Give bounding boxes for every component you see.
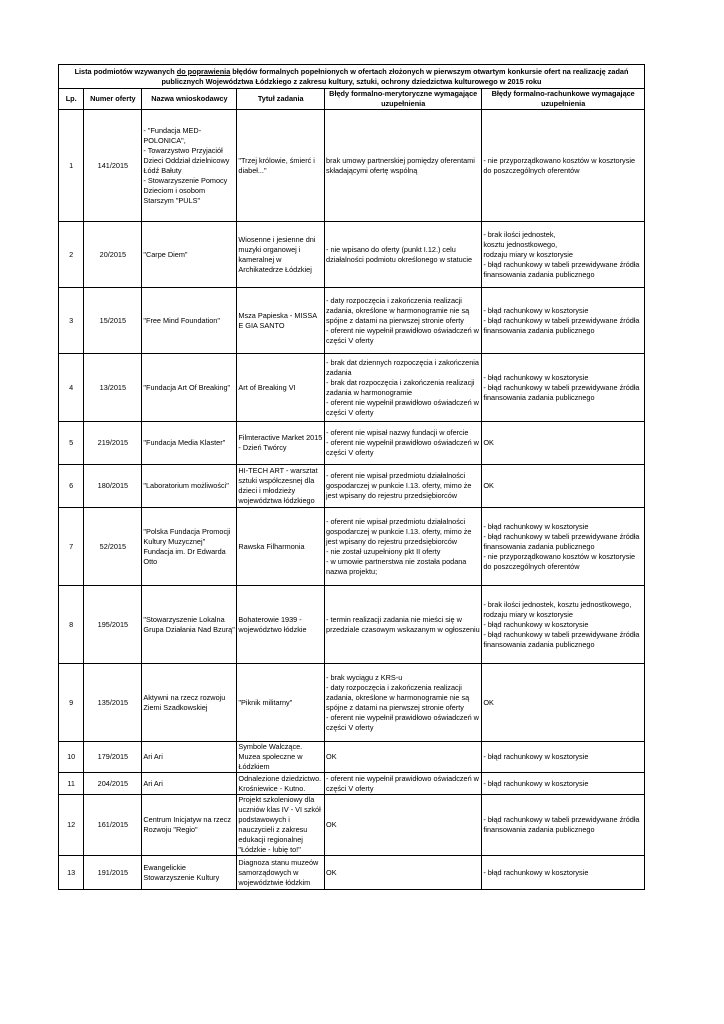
row-nazwa-wnioskodawcy: Centrum Inicjatyw na rzecz Rozwoju "Regio" [142,795,237,856]
row-bledy-merytoryczne: - daty rozpoczęcia i zakończenia realizacji zadania, określone w harmonogramie nie są spójne z datami na pierwszej stronie oferty - oferent nie wypełnił prawidłowo oświadczeń w części V oferty [325,288,482,354]
row-bledy-rachunkowe: - błąd rachunkowy w kosztorysie [482,773,645,795]
row-nazwa-wnioskodawcy: Aktywni na rzecz rozwoju Ziemi Szadkowskiej [142,664,237,742]
row-tytul-zadania: Bohaterowie 1939 - województwo łódzkie [237,586,325,664]
row-nazwa-wnioskodawcy: Ewangelickie Stowarzyszenie Kultury [142,856,237,890]
row-bledy-rachunkowe: - błąd rachunkowy w kosztorysie [482,856,645,890]
row-tytul-zadania: Projekt szkoleniowy dla uczniów klas IV - VI szkół podstawowych i nauczycieli z zakresu edukacji regionalnej "Łódzkie - lubię to!" [237,795,325,856]
header-tytul-zadania: Tytuł zadania [237,89,325,110]
table-row [59,742,645,773]
row-nazwa-wnioskodawcy: "Stowarzyszenie Lokalna Grupa Działania Nad Bzurą" [142,586,237,664]
table-body [59,110,645,890]
row-tytul-zadania: Art of Breaking VI [237,354,325,422]
header-numer-oferty: Numer oferty [84,89,142,110]
row-lp: 4 [59,354,84,422]
row-bledy-rachunkowe: - błąd rachunkowy w kosztorysie - błąd rachunkowy w tabeli przewidywane źródła finansowania zadania publicznego - nie przyporządkowano kosztów w kosztorysie do poszczególnych oferentów [482,508,645,586]
row-bledy-rachunkowe: - brak ilości jednostek, kosztu jednostkowego, rodzaju miary w kosztorysie - błąd rachunkowy w tabeli przewidywane źródła finansowania zadania publicznego [482,222,645,288]
row-tytul-zadania: Wiosenne i jesienne dni muzyki organowej i kameralnej w Archikatedrze Łódzkiej [237,222,325,288]
header-lp: Lp. [59,89,84,110]
row-lp: 11 [59,773,84,795]
document-title: Lista podmiotów wzywanych do poprawienia błędów formalnych popełnionych w ofertach złożonych w pierwszym otwartym konkursie ofert na realizację zadań publicznych Województwa Łódzkiego z zakresu kultury, sztuki, ochrony dziedzictwa kulturowego w 2015 roku [59,65,645,89]
title-row [59,65,645,89]
row-bledy-rachunkowe: OK [482,664,645,742]
row-lp: 12 [59,795,84,856]
row-tytul-zadania: Symbole Walczące. Muzea społeczne w Łódzkiem [237,742,325,773]
row-numer-oferty: 52/2015 [84,508,142,586]
row-bledy-merytoryczne: - oferent nie wpisał nazwy fundacji w ofercie - oferent nie wypełnił prawidłowo oświadczeń w części V oferty [325,422,482,465]
title-underlined: do poprawienia [176,66,231,76]
row-bledy-rachunkowe: - błąd rachunkowy w tabeli przewidywane źródła finansowania zadania publicznego [482,795,645,856]
row-numer-oferty: 195/2015 [84,586,142,664]
row-tytul-zadania: HI-TECH ART - warsztat sztuki współczesnej dla dzieci i młodzieży województwa łódzkiego [237,465,325,508]
row-lp: 10 [59,742,84,773]
header-bledy-merytoryczne: Błędy formalno-merytoryczne wymagające uzupełnienia [325,89,482,110]
row-numer-oferty: 204/2015 [84,773,142,795]
row-numer-oferty: 135/2015 [84,664,142,742]
table-row [59,586,645,664]
row-nazwa-wnioskodawcy: "Fundacja Media Klaster" [142,422,237,465]
table-row [59,664,645,742]
table-row [59,856,645,890]
header-bledy-rachunkowe: Błędy formalno-rachunkowe wymagające uzupełnienia [482,89,645,110]
row-numer-oferty: 180/2015 [84,465,142,508]
row-numer-oferty: 179/2015 [84,742,142,773]
table-row [59,773,645,795]
table-row [59,288,645,354]
row-numer-oferty: 20/2015 [84,222,142,288]
row-bledy-merytoryczne: - brak wyciągu z KRS-u - daty rozpoczęcia i zakończenia realizacji zadania, określone w harmonogramie nie są spójne z datami na pierwszej stronie oferty - oferent nie wypełnił prawidłowo oświadczeń w części V oferty [325,664,482,742]
header-nazwa-wnioskodawcy: Nazwa wnioskodawcy [142,89,237,110]
row-numer-oferty: 15/2015 [84,288,142,354]
table-row [59,354,645,422]
row-lp: 2 [59,222,84,288]
table-row [59,465,645,508]
row-bledy-rachunkowe: OK [482,422,645,465]
row-lp: 9 [59,664,84,742]
row-lp: 5 [59,422,84,465]
row-numer-oferty: 191/2015 [84,856,142,890]
row-bledy-rachunkowe: - błąd rachunkowy w kosztorysie - błąd rachunkowy w tabeli przewidywane źródła finansowania zadania publicznego [482,288,645,354]
table-row [59,110,645,222]
row-lp: 1 [59,110,84,222]
row-bledy-merytoryczne: OK [325,742,482,773]
row-nazwa-wnioskodawcy: "Laboratorium możliwości" [142,465,237,508]
row-numer-oferty: 141/2015 [84,110,142,222]
row-numer-oferty: 13/2015 [84,354,142,422]
row-nazwa-wnioskodawcy: "Carpe Diem" [142,222,237,288]
row-lp: 7 [59,508,84,586]
row-numer-oferty: 219/2015 [84,422,142,465]
row-bledy-merytoryczne: - oferent nie wpisał przedmiotu działalności gospodarczej w punkcie I.13. oferty, mimo że jest wpisany do rejestru przedsiębiorców [325,465,482,508]
row-lp: 13 [59,856,84,890]
table-row [59,422,645,465]
row-bledy-merytoryczne: - oferent nie wypełnił prawidłowo oświadczeń w części V oferty [325,773,482,795]
row-nazwa-wnioskodawcy: "Free Mind Foundation" [142,288,237,354]
row-bledy-merytoryczne: - nie wpisano do oferty (punkt I.12.) celu działalności podmiotu określonego w statucie [325,222,482,288]
row-tytul-zadania: Filmteractive Market 2015 - Dzień Twórcy [237,422,325,465]
row-tytul-zadania: Diagnoza stanu muzeów samorządowych w województwie łódzkim [237,856,325,890]
table-row [59,795,645,856]
row-tytul-zadania: "Trzej królowie, śmierć i diabeł..." [237,110,325,222]
row-numer-oferty: 161/2015 [84,795,142,856]
row-lp: 6 [59,465,84,508]
table-row [59,222,645,288]
row-nazwa-wnioskodawcy: "Fundacja Art Of Breaking" [142,354,237,422]
row-bledy-merytoryczne: OK [325,856,482,890]
row-nazwa-wnioskodawcy: "Polska Fundacja Promocji Kultury Muzycznej" Fundacja im. Dr Edwarda Otto [142,508,237,586]
row-nazwa-wnioskodawcy: Ari Ari [142,773,237,795]
header-row [59,89,645,110]
row-bledy-rachunkowe: OK [482,465,645,508]
row-tytul-zadania: Odnalezione dziedzictwo. Krośniewice - Kutno. [237,773,325,795]
row-bledy-merytoryczne: brak umowy partnerskiej pomiędzy oferentami składającymi ofertę wspólną [325,110,482,222]
row-nazwa-wnioskodawcy: - "Fundacja MED-POLONICA", - Towarzystwo Przyjaciół Dzieci Oddział dzielnicowy Łódź Bałuty - Stowarzyszenie Pomocy Dzieciom i osobom Starszym "PULS" [142,110,237,222]
row-tytul-zadania: "Piknik militarny" [237,664,325,742]
row-bledy-merytoryczne: - termin realizacji zadania nie mieści się w przedziale czasowym wskazanym w ogłoszeniu [325,586,482,664]
row-tytul-zadania: Rawska Filharmonia [237,508,325,586]
row-bledy-rachunkowe: - błąd rachunkowy w kosztorysie [482,742,645,773]
row-bledy-rachunkowe: - nie przyporządkowano kosztów w kosztorysie do poszczególnych oferentów [482,110,645,222]
row-bledy-merytoryczne: OK [325,795,482,856]
offers-table [58,64,645,890]
table-row [59,508,645,586]
row-bledy-rachunkowe: - brak ilości jednostek, kosztu jednostkowego, rodzaju miary w kosztorysie - błąd rachunkowy w kosztorysie - błąd rachunkowy w tabeli przewidywane źródła finansowania zadania publicznego [482,586,645,664]
row-lp: 8 [59,586,84,664]
row-bledy-merytoryczne: - oferent nie wpisał przedmiotu działalności gospodarczej w punkcie I.13. oferty, mimo że jest wpisany do rejestru przedsiębiorców - nie został uzupełniony pkt II oferty - w umowie partnerstwa nie została podana nazwa projektu; [325,508,482,586]
row-tytul-zadania: Msza Papieska - MISSA E GIA SANTO [237,288,325,354]
row-lp: 3 [59,288,84,354]
row-nazwa-wnioskodawcy: Ari Ari [142,742,237,773]
row-bledy-merytoryczne: - brak dat dziennych rozpoczęcia i zakończenia zadania - brak dat rozpoczęcia i zakończenia realizacji zadania w harmonogramie - oferent nie wypełnił prawidłowo oświadczeń w części V oferty [325,354,482,422]
row-bledy-rachunkowe: - błąd rachunkowy w kosztorysie - błąd rachunkowy w tabeli przewidywane źródła finansowania zadania publicznego [482,354,645,422]
